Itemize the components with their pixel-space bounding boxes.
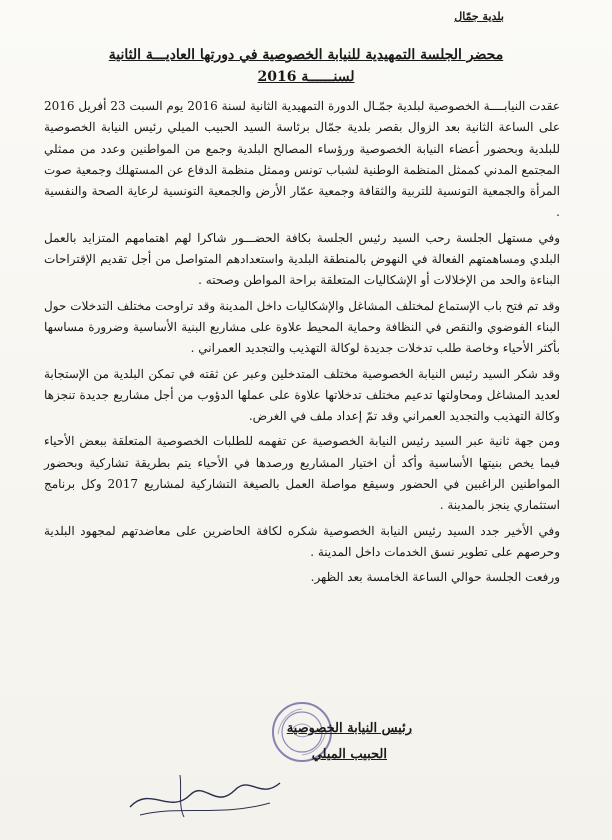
paragraph-interventions: وقد تم فتح باب الإستماع لمختلف المشاغل والإشكاليات داخل المدينة وقد تراوحت مختلف التدخلات حول البناء الفوضوي والنقص في النظافة وحماية المحيط علاوة على مشاريع البنية الأساسية وضرورة مساسها بأكثر الأحياء وخاصة طلب تدخلات جديدة لوكالة التهذيب والتجديد العمراني . [44, 298, 560, 356]
signatory-role: رئيس النيابة الخصوصية [286, 721, 412, 736]
paragraph-adjourned: ورفعت الجلسة حوالي الساعة الخامسة بعد الظهر. [310, 570, 560, 585]
paragraph-opening: عقدت النيابــــة الخصوصية لبلدية جمّـال الدورة التمهيدية الثانية لسنة 2016 يوم السبت 23 أفريل 2016 على الساعة الثانية بعد الزوال بقصر بلدية جمّال برئاسة السيد الحبيب الميلي رئيس النيابة الخصوصية للبلدية وبحضور أعضاء النيابة الخصوصية ورؤساء المصالح البلدية وجمع من المواطنين وعدد من ممثلي المجتمع المدني كممثل المنظمة الوطنية لشباب تونس وممثل منظمة الدفاع عن المستهلك وجمعية صوت المرأة والجمعية التونسية للتربية والثقافة وجمعية عمّار الأرض والجمعية التونسية لرعاية الصحة والنفسية . [44, 99, 560, 220]
paragraph-participatory: ومن جهة ثانية عبر السيد رئيس النيابة الخصوصية عن تفهمه للطلبات الخصوصية المتعلقة ببعض الأحياء فيما يخص بنيتها الأساسية وأكد أن اختيار المشاريع ورصدها في الأحياء يتم بطريقة تشاركية وبحضور المواطنين الراغبين في الحضور وسيقع مواصلة العمل بالصيغة التشاركية لمشاريع 2017 وكل برنامج استثماري ينجز بالمدينة . [44, 434, 561, 513]
paragraph-welcome: وفي مستهل الجلسة رحب السيد رئيس الجلسة بكافة الحضـــور شاكرا لهم اهتمامهم المتزايد بالعمل البلدي ومساهمتهم الفعالة في النهوض بالمنطقة البلدية واستعدادهم المتواصل من أجل تقديم الإقتراحات البناءة والحد من الإخلالات أو الإشكاليات المتعلقة براحة المواطن وصحته . [44, 230, 560, 288]
signatory-name: الحبيب الميلي [311, 747, 387, 762]
paragraph-thanks: وقد شكر السيد رئيس النيابة الخصوصية مختلف المتدخلين وعبر عن ثقته في تمكن البلدية من الإستجابة لعديد المشاغل ومحاولتها تدعيم مختلف تدخلاتها علاوة على عملها الدؤوب من أجل مشاريع جديدة تنجزها وكالة التهذيب والتجديد العمراني وقد تمّ إعداد ملف في الغرض. [44, 366, 560, 424]
municipality-header: بلدية جمّال [454, 10, 504, 23]
document-title [60, 44, 552, 88]
handwritten-signature [120, 755, 290, 825]
title-line-1: محضر الجلسة التمهيدية للنيابة الخصوصية في دورتها العاديـــة الثانية [108, 47, 504, 63]
minutes-body [44, 96, 560, 593]
title-line-2: لسنــــــة 2016 [257, 69, 355, 85]
signature-block [287, 716, 412, 768]
paragraph-closing-thanks: وفي الأخير جدد السيد رئيس النيابة الخصوصية شكره لكافة الحاضرين على معاضدتهم لمجهود البلدية وحرصهم على تطوير نسق الخدمات داخل المدينة . [44, 523, 560, 559]
